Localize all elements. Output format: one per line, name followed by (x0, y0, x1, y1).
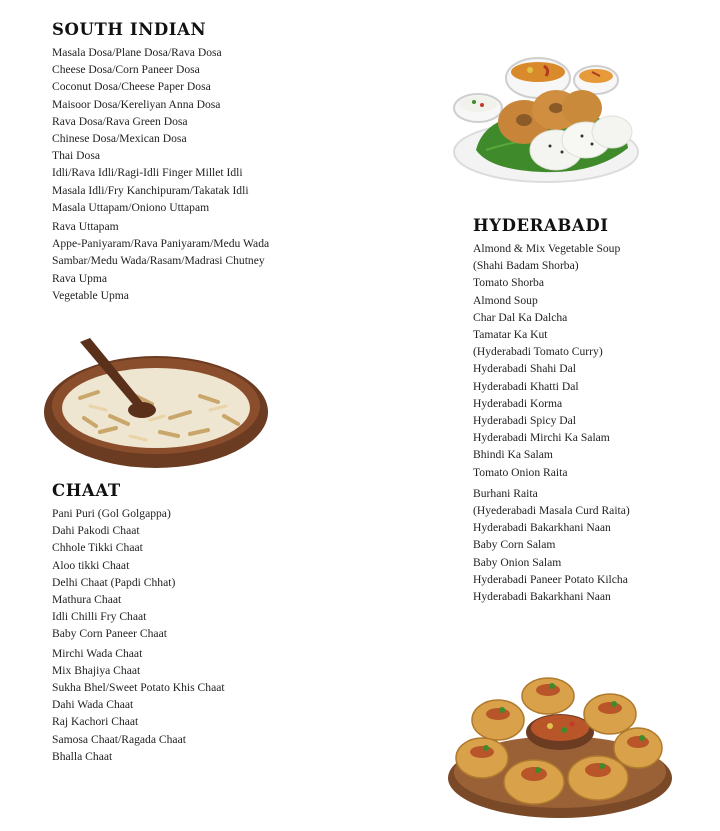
menu-item: Maisoor Dosa/Kereliyan Anna Dosa (52, 97, 221, 111)
menu-item: Bhalla Chaat (52, 749, 113, 763)
menu-item: Raj Kachori Chaat (52, 715, 139, 729)
menu-list (473, 240, 713, 605)
section-title: SOUTH INDIAN (52, 20, 207, 39)
menu-item: Tamatar Ka Kut (473, 328, 548, 342)
menu-item: Mathura Chaat (52, 593, 122, 607)
menu-item: Delhi Chaat (Papdi Chhat) (52, 575, 176, 589)
menu-item: Tomato Onion Raita (473, 465, 568, 479)
menu-item: Chhole Tikki Chaat (52, 541, 143, 555)
menu-item: Masala Idli/Fry Kanchipuram/Takatak Idli (52, 183, 249, 197)
menu-item: (Hyederabadi Masala Curd Raita) (473, 504, 630, 518)
menu-item: Baby Onion Salam (473, 555, 562, 569)
menu-item: Hyderabadi Spicy Dal (473, 414, 577, 428)
menu-item: Baby Corn Paneer Chaat (52, 627, 167, 641)
menu-item: Almond & Mix Vegetable Soup (473, 242, 621, 255)
menu-item: Hyderabadi Bakarkhani Naan (473, 521, 611, 535)
menu-item: Bhindi Ka Salam (473, 448, 553, 462)
menu-item: Hyderabadi Korma (473, 396, 563, 410)
menu-item: Sambar/Medu Wada/Rasam/Madrasi Chutney (52, 254, 265, 268)
menu-item: Thai Dosa (52, 149, 100, 163)
menu-item: Burhani Raita (473, 486, 538, 500)
pani-puri-plate-image (440, 674, 680, 824)
menu-item: Hyderabadi Paneer Potato Kilcha (473, 572, 628, 586)
menu-item: Tomato Shorba (473, 276, 544, 290)
menu-item: Pani Puri (Gol Golgappa) (52, 507, 171, 520)
menu-item: Mix Bhajiya Chaat (52, 663, 141, 677)
menu-item: Aloo tikki Chaat (52, 558, 130, 572)
menu-item: Samosa Chaat/Ragada Chaat (52, 732, 186, 746)
kheer-bowl-image (40, 336, 274, 476)
menu-item: Idli/Rava Idli/Ragi-Idli Finger Millet Idli (52, 166, 243, 180)
menu-item: Mirchi Wada Chaat (52, 646, 143, 660)
menu-list (52, 505, 392, 765)
menu-item: Almond Soup (473, 293, 538, 307)
menu-item: Baby Corn Salam (473, 538, 556, 552)
section-chaat (52, 481, 392, 765)
menu-item: Appe-Paniyaram/Rava Paniyaram/Medu Wada (52, 237, 270, 251)
section-title: CHAAT (52, 481, 121, 500)
menu-item: Cheese Dosa/Corn Paneer Dosa (52, 63, 200, 77)
section-title: HYDERABADI (473, 216, 609, 235)
menu-item: (Shahi Badam Shorba) (473, 259, 579, 273)
menu-item: Char Dal Ka Dalcha (473, 310, 568, 324)
menu-item: Dahi Wada Chaat (52, 698, 134, 712)
menu-item: Masala Uttapam/Oniono Uttapam (52, 200, 210, 214)
idli-vada-plate-image (446, 40, 642, 192)
menu-item: Coconut Dosa/Cheese Paper Dosa (52, 80, 211, 94)
menu-item: Hyderabadi Khatti Dal (473, 379, 579, 393)
menu-item: Dahi Pakodi Chaat (52, 524, 140, 538)
menu-item: Hyderabadi Bakarkhani Naan (473, 590, 611, 604)
menu-item: Rava Upma (52, 271, 108, 285)
menu-item: Idli Chilli Fry Chaat (52, 610, 147, 624)
menu-item: Vegetable Upma (52, 288, 129, 302)
menu-item: Masala Dosa/Plane Dosa/Rava Dosa (52, 46, 222, 59)
menu-item: (Hyderabadi Tomato Curry) (473, 345, 603, 359)
menu-item: Hyderabadi Shahi Dal (473, 362, 577, 376)
menu-item: Chinese Dosa/Mexican Dosa (52, 132, 187, 146)
menu-item: Sukha Bhel/Sweet Potato Khis Chaat (52, 681, 225, 695)
menu-item: Hyderabadi Mirchi Ka Salam (473, 431, 610, 445)
menu-item: Rava Uttapam (52, 220, 119, 234)
section-south-indian (52, 20, 392, 304)
section-hyderabadi (473, 216, 713, 605)
menu-item: Rava Dosa/Rava Green Dosa (52, 114, 188, 128)
menu-list (52, 44, 392, 304)
